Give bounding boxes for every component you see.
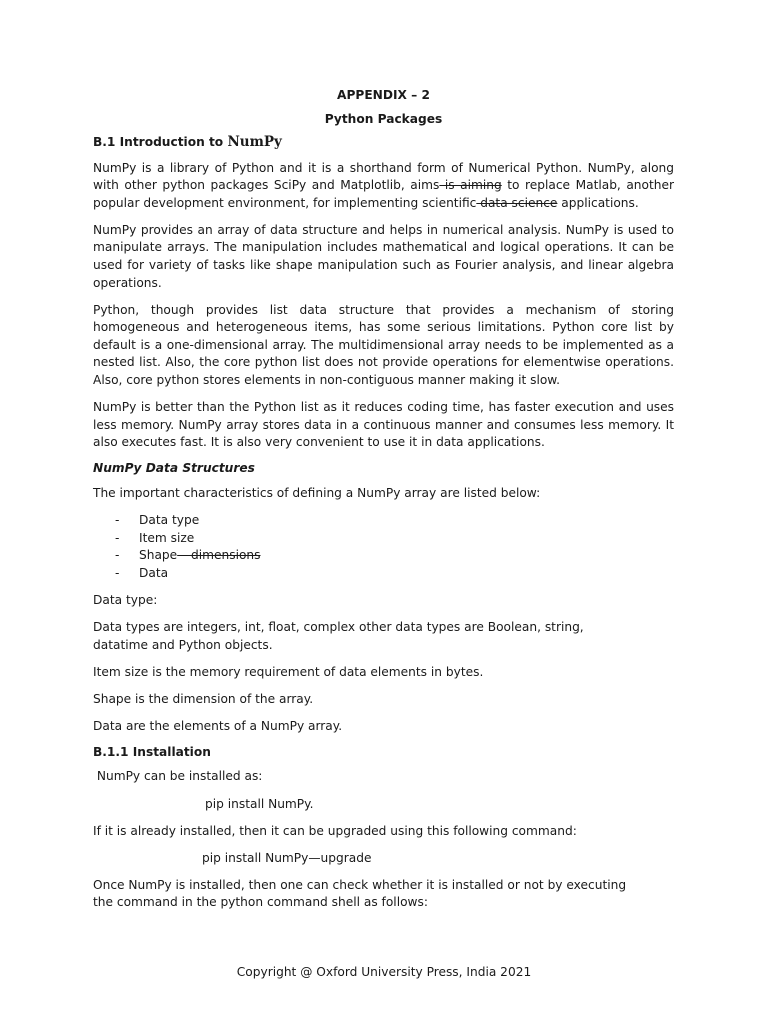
installation-intro: NumPy can be installed as: (93, 769, 263, 784)
upgrade-command: pip install NumPy—upgrade (202, 850, 372, 865)
itemsize-description: Item size is the memory requirement of data elements in bytes. (93, 664, 484, 679)
section-b1-heading (93, 134, 674, 150)
paragraph-list-limits: Python, though provides list data structure that provides a mechanism of storing homogeneous and heterogeneous items, has some serious limitations. Python core list by default is a one-dimensional array. The multidimensional array needs to be implemented as a nested list. Also, the core python list does not provide operations for elementwise operations. Also, core python stores elements in non-contiguous manner making it slow. (93, 302, 674, 388)
structures-heading: NumPy Data Structures (93, 461, 255, 476)
dash-bullet: - (115, 530, 120, 545)
list-item: - Data type (93, 512, 674, 530)
datatype-label: Data type: (93, 592, 158, 607)
content-column (93, 88, 674, 912)
struck-text-is-aiming: is aiming (439, 178, 502, 193)
list-item: - Item size (93, 530, 674, 548)
list-item: - Data (93, 565, 674, 583)
struck-text-dimensions: – dimensions (177, 548, 261, 563)
section-b1-heading-prefix: B.1 Introduction to (93, 135, 224, 149)
datatype-description: Data types are integers, int, float, complex other data types are Boolean, string, datatime and Python objects. (93, 619, 584, 652)
page-subtitle: Python Packages (324, 112, 443, 126)
upgrade-text: If it is already installed, then it can be upgraded using this following command: (93, 823, 577, 838)
paragraph-array: NumPy provides an array of data structure and helps in numerical analysis. NumPy is used to manipulate arrays. The manipulation includes mathematical and logical operations. It can be used for variety of tasks like shape manipulation such as Fourier analysis, and linear algebra operations. (93, 222, 674, 290)
dash-bullet: - (115, 548, 120, 563)
paragraph-intro (93, 160, 674, 213)
paragraph-intro-a: NumPy is a library of Python and it is a shorthand form of Numerical Python. NumPy, along with other python packages SciPy and Matplotlib, aims (93, 160, 674, 193)
dash-bullet: - (115, 513, 120, 527)
appendix-title: APPENDIX – 2 (337, 88, 430, 102)
installation-heading: B.1.1 Installation (93, 744, 211, 759)
dash-bullet: - (115, 565, 120, 580)
check-text: Once NumPy is installed, then one can check whether it is installed or not by executing the command in the python command shell as follows: (93, 877, 627, 910)
paragraph-intro-b: to replace Matlab, another popular development environment, for implementing scientific (93, 178, 674, 210)
install-command: pip install NumPy. (205, 796, 314, 811)
copyright-footer: Copyright @ Oxford University Press, India 2021 (236, 965, 532, 979)
shape-description: Shape is the dimension of the array. (93, 691, 314, 706)
struck-text-data-science: data science (476, 195, 558, 210)
structures-intro: The important characteristics of defining a NumPy array are listed below: (93, 485, 541, 500)
paragraph-intro-c: applications. (557, 195, 639, 210)
characteristics-list (93, 512, 674, 582)
list-item: - Shape – dimensions (93, 547, 674, 565)
section-b1-heading-word: NumPy (227, 134, 282, 150)
data-description: Data are the elements of a NumPy array. (93, 718, 343, 733)
paragraph-better: NumPy is better than the Python list as it reduces coding time, has faster execution and uses less memory. NumPy array stores data in a continuous manner and consumes less memory. It also executes fast. It is also very convenient to use it in data applications. (93, 400, 674, 450)
